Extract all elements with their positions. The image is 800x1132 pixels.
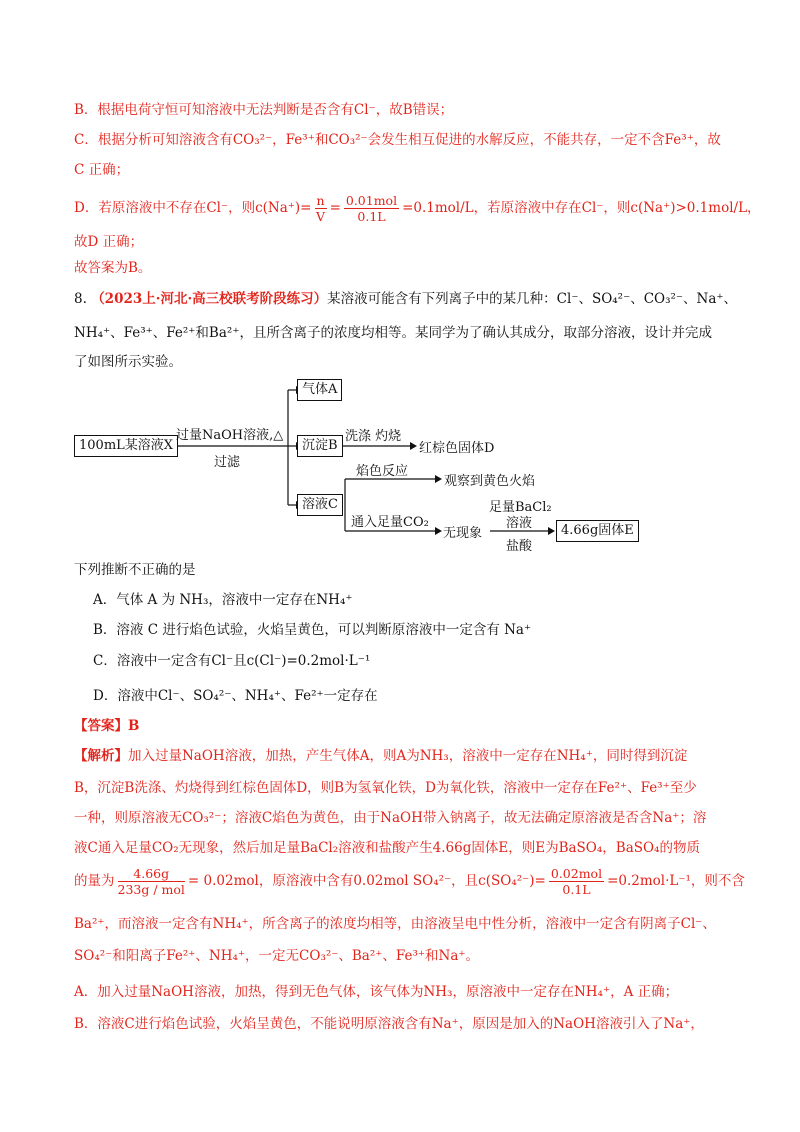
- prev-d-text-a: D．若原溶液中不存在Cl⁻，则c(Na⁺)=: [74, 200, 312, 216]
- fraction-n-over-v: $\frac{n}{V}$: [316, 193, 326, 224]
- prev-d-text-b: =0.1mol/L，若原溶液中存在Cl⁻，则c(Na⁺)>0.1mol/L，: [402, 200, 761, 216]
- hcl-label: 盐酸: [506, 539, 533, 554]
- no-change-label: 无现象: [443, 526, 483, 541]
- bacl2-label: 足量BaCl₂: [489, 500, 552, 515]
- fraction-mol-over-volume: $\frac{\text{0.02mol}}{0.1L}$: [550, 866, 603, 897]
- answer-label: 【答案】: [74, 718, 128, 734]
- solid-e-box: 4.66g固体E: [556, 520, 639, 542]
- start-solution-box: 100mL某溶液X: [74, 435, 178, 457]
- option-d: D．溶液中Cl⁻、SO₄²⁻、NH₄⁺、Fe²⁺一定存在: [93, 688, 378, 704]
- analysis-label: 【解析】: [74, 748, 128, 764]
- answer-line: [74, 716, 139, 736]
- solution-c-box: 溶液C: [297, 494, 343, 516]
- solid-d-label: 红棕色固体D: [419, 441, 495, 456]
- option-a: A．气体 A 为 NH₃，溶液中一定存在NH₄⁺: [93, 592, 353, 608]
- prev-answer-line: 故答案为B。: [74, 260, 152, 276]
- analysis-p7: SO₄²⁻和阳离子Fe²⁺、NH₄⁺，一定无CO₃²⁻、Ba²⁺、Fe³⁺和Na⁺。: [74, 948, 480, 964]
- precipitate-b-box: 沉淀B: [297, 435, 343, 457]
- question-stem-1: 某溶液可能含有下列离子中的某几种：Cl⁻、SO₄²⁻、CO₃²⁻、Na⁺、: [327, 291, 738, 307]
- analysis-p3: 一种，则原溶液无CO₃²⁻；溶液C焰色为黄色，由于NaOH带入钠离子，故无法确定原溶液是否含Na⁺；溶: [74, 810, 707, 826]
- option-b: B．溶液 C 进行焰色试验，火焰呈黄色，可以判断原溶液中一定含有 Na⁺: [93, 622, 532, 638]
- prev-option-d-line2: 故D 正确；: [74, 234, 144, 250]
- analysis-p4: 液C通入足量CO₂无现象，然后加足量BaCl₂溶液和盐酸产生4.66g固体E，则E为BaSO₄，BaSO₄的物质: [74, 840, 700, 856]
- solution-label: 溶液: [506, 516, 533, 531]
- question-prompt: 下列推断不正确的是: [74, 562, 196, 578]
- fraction-mass-over-molar: $\frac{4.66g}{\text{233g / mol}}$: [117, 866, 185, 897]
- prev-option-d-line1: D．若原溶液中不存在Cl⁻，则c(Na⁺)= $\frac{n}{V}$ = $\frac{\text{0.01mol}}{0.1L}$ =0.1mol/L，若原溶液中存在Cl⁻，则c(Na⁺)>0.1mol/L，: [74, 193, 761, 224]
- question-number: 8.: [74, 291, 87, 307]
- question-8-line2: NH₄⁺、Fe³⁺、Fe²⁺和Ba²⁺，且所含离子的浓度均相等。某同学为了确认其成分，取部分溶液，设计并完成: [74, 325, 712, 341]
- prev-option-b: B．根据电荷守恒可知溶液中无法判断是否含有Cl⁻，故B错误；: [74, 102, 454, 118]
- analysis-p2: B，沉淀B洗涤、灼烧得到红棕色固体D，则B为氢氧化铁，D为氧化铁，溶液中一定存在Fe²⁺、Fe³⁺至少: [74, 780, 697, 796]
- analysis-option-b: B．溶液C进行焰色试验，火焰呈黄色，不能说明原溶液含有Na⁺，原因是加入的NaOH溶液引入了Na⁺，: [74, 1016, 704, 1032]
- analysis-p5: 的量为 $\frac{4.66g}{\text{233g / mol}}$ = 0.02mol，原溶液中含有0.02mol SO₄²⁻，且c(SO₄²⁻)= $\frac{\text{0.02mol}}{0.1L}$ =0.2mol·L⁻¹，则不含: [74, 866, 745, 897]
- co2-label: 通入足量CO₂: [351, 515, 429, 530]
- question-8-line3: 了如图所示实验。: [74, 354, 182, 370]
- question-source: （2023上·河北·高三校联考阶段练习）: [91, 291, 328, 307]
- prev-option-c-line2: C 正确；: [74, 162, 130, 178]
- flame-test-label: 焰色反应: [356, 464, 409, 479]
- gas-a-box: 气体A: [297, 379, 342, 401]
- fraction-mol-over-l: $\frac{\text{0.01mol}}{0.1L}$: [345, 193, 398, 224]
- answer-value: B: [128, 718, 140, 734]
- option-c: C．溶液中一定含有Cl⁻且c(Cl⁻)=0.2mol·L⁻¹: [93, 653, 371, 669]
- analysis-p1: 【解析】加入过量NaOH溶液，加热，产生气体A，则A为NH₃，溶液中一定存在NH₄⁺，同时得到沉淀: [74, 748, 688, 764]
- analysis-option-a: A．加入过量NaOH溶液，加热，得到无色气体，该气体为NH₃，原溶液中一定存在NH₄⁺，A 正确；: [74, 984, 679, 1000]
- prev-option-c-line1: C．根据分析可知溶液含有CO₃²⁻，Fe³⁺和CO₃²⁻会发生相互促进的水解反应，不能共存，一定不含Fe³⁺，故: [74, 132, 721, 148]
- reagent-naoh-label: 过量NaOH溶液,△: [176, 428, 284, 443]
- filter-label: 过滤: [214, 455, 241, 470]
- wash-burn-label: 洗涤 灼烧: [345, 429, 402, 444]
- flame-result-label: 观察到黄色火焰: [444, 474, 536, 489]
- analysis-p6: Ba²⁺，而溶液一定含有NH₄⁺，所含离子的浓度均相等，由溶液呈电中性分析，溶液中一定含有阴离子Cl⁻、: [74, 916, 716, 932]
